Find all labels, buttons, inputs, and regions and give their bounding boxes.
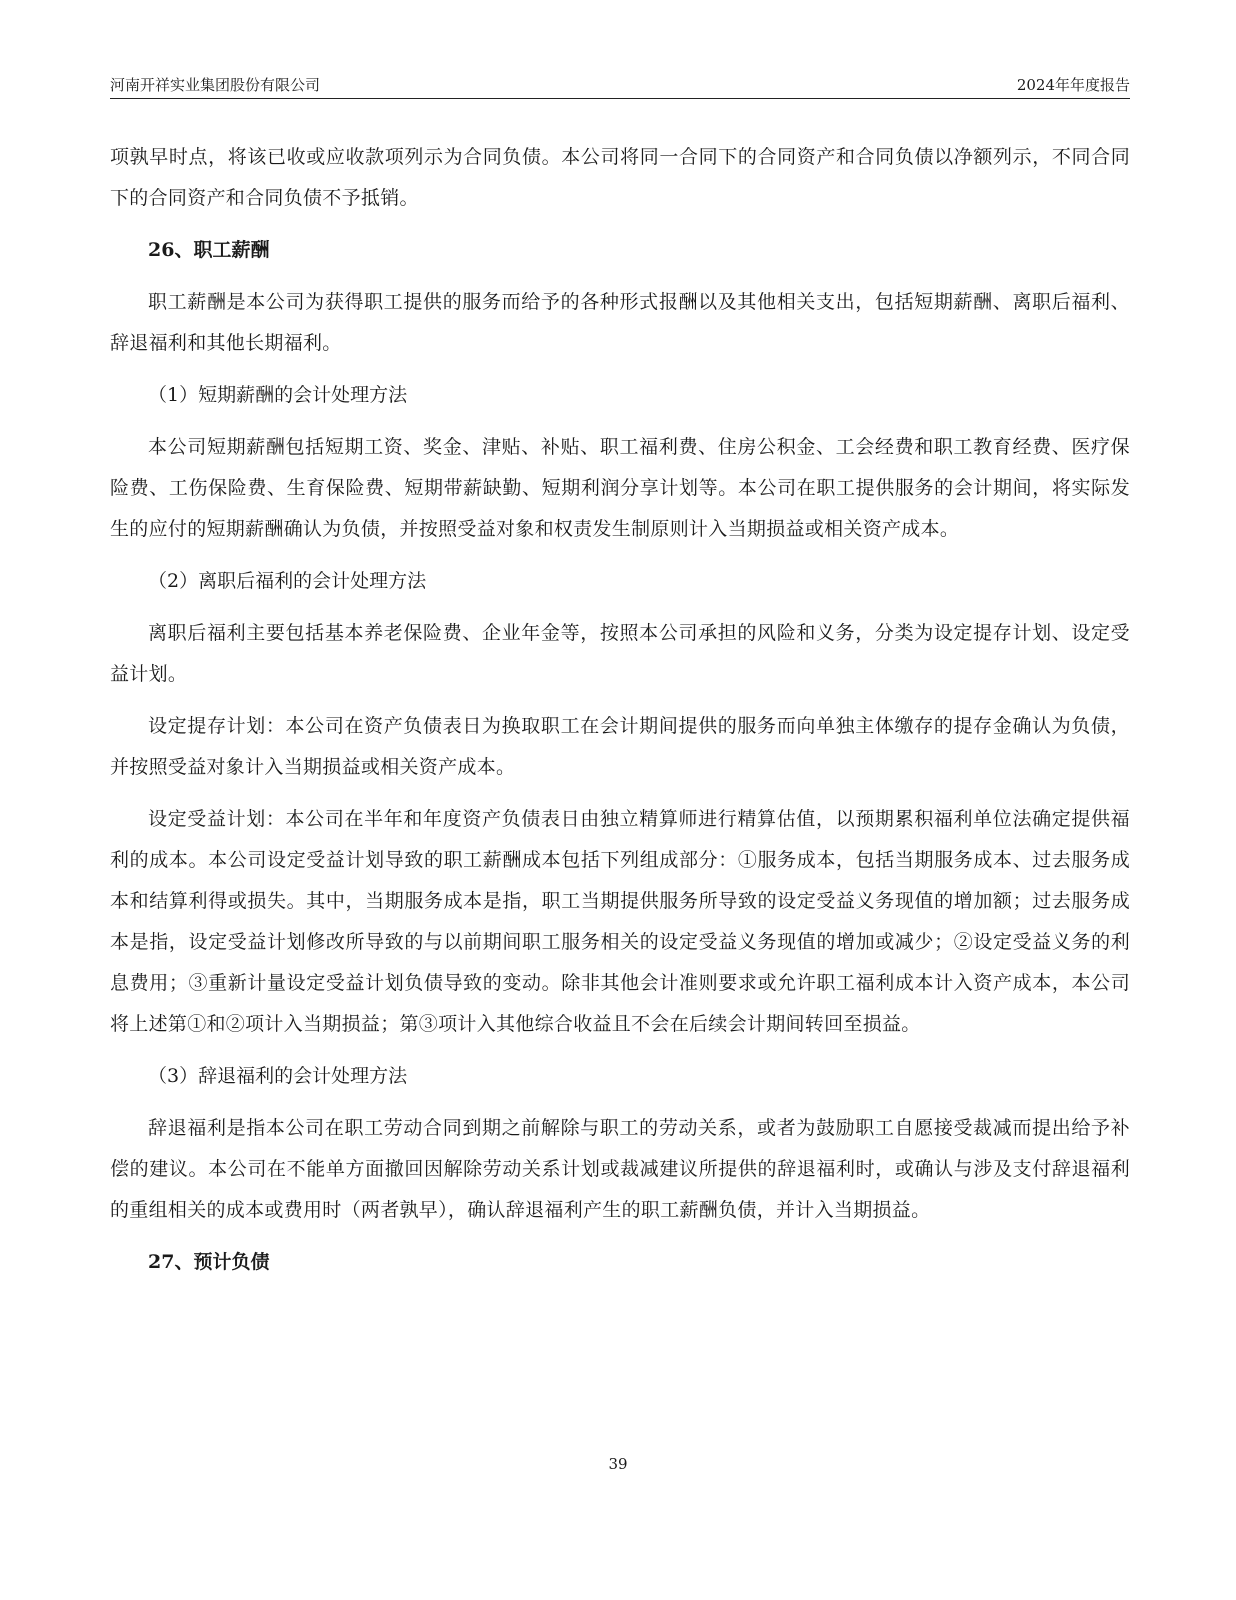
subheading-short-term: （1）短期薪酬的会计处理方法 [148, 384, 408, 406]
paragraph-short-term: 本公司短期薪酬包括短期工资、奖金、津贴、补贴、职工福利费、住房公积金、工会经费和职工教育经费、医疗保险费、工伤保险费、生育保险费、短期带薪缺勤、短期利润分享计划等。本公司在职工提供服务的会计期间，将实际发生的应付的短期薪酬确认为负债，并按照受益对象和权责发生制原则计入当期损益或相关资产成本。 [110, 436, 1130, 540]
page-number: 39 [608, 1455, 628, 1473]
paragraph-employee-compensation-intro: 职工薪酬是本公司为获得职工提供的服务而给予的各种形式报酬以及其他相关支出，包括短期薪酬、离职后福利、辞退福利和其他长期福利。 [110, 291, 1130, 354]
section-heading-27: 27、预计负债 [148, 1251, 270, 1273]
document-body [110, 137, 1130, 1294]
paragraph-contract-liability: 项孰早时点，将该已收或应收款项列示为合同负债。本公司将同一合同下的合同资产和合同负债以净额列示，不同合同下的合同资产和合同负债不予抵销。 [110, 146, 1130, 209]
header-company-name: 河南开祥实业集团股份有限公司 [110, 76, 321, 94]
page-header [110, 68, 1130, 99]
header-report-title: 2024年年度报告 [1016, 76, 1130, 94]
paragraph-defined-benefit: 设定受益计划：本公司在半年和年度资产负债表日由独立精算师进行精算估值，以预期累积福利单位法确定提供福利的成本。本公司设定受益计划导致的职工薪酬成本包括下列组成部分：①服务成本，包括当期服务成本、过去服务成本和结算利得或损失。其中，当期服务成本是指，职工当期提供服务所导致的设定受益义务现值的增加额；过去服务成本是指，设定受益计划修改所导致的与以前期间职工服务相关的设定受益义务现值的增加或减少；②设定受益义务的利息费用；③重新计量设定受益计划负债导致的变动。除非其他会计准则要求或允许职工福利成本计入资产成本，本公司将上述第①和②项计入当期损益；第③项计入其他综合收益且不会在后续会计期间转回至损益。 [110, 808, 1130, 1035]
subheading-termination: （3）辞退福利的会计处理方法 [148, 1065, 408, 1087]
section-heading-26: 26、职工薪酬 [148, 239, 270, 261]
paragraph-termination: 辞退福利是指本公司在职工劳动合同到期之前解除与职工的劳动关系，或者为鼓励职工自愿接受裁减而提出给予补偿的建议。本公司在不能单方面撤回因解除劳动关系计划或裁减建议所提供的辞退福利时，或确认与涉及支付辞退福利的重组相关的成本或费用时（两者孰早），确认辞退福利产生的职工薪酬负债，并计入当期损益。 [110, 1117, 1130, 1221]
paragraph-defined-contribution: 设定提存计划：本公司在资产负债表日为换取职工在会计期间提供的服务而向单独主体缴存的提存金确认为负债，并按照受益对象计入当期损益或相关资产成本。 [110, 715, 1130, 778]
subheading-post-employment: （2）离职后福利的会计处理方法 [148, 570, 427, 592]
paragraph-post-employment: 离职后福利主要包括基本养老保险费、企业年金等，按照本公司承担的风险和义务，分类为设定提存计划、设定受益计划。 [110, 622, 1130, 685]
